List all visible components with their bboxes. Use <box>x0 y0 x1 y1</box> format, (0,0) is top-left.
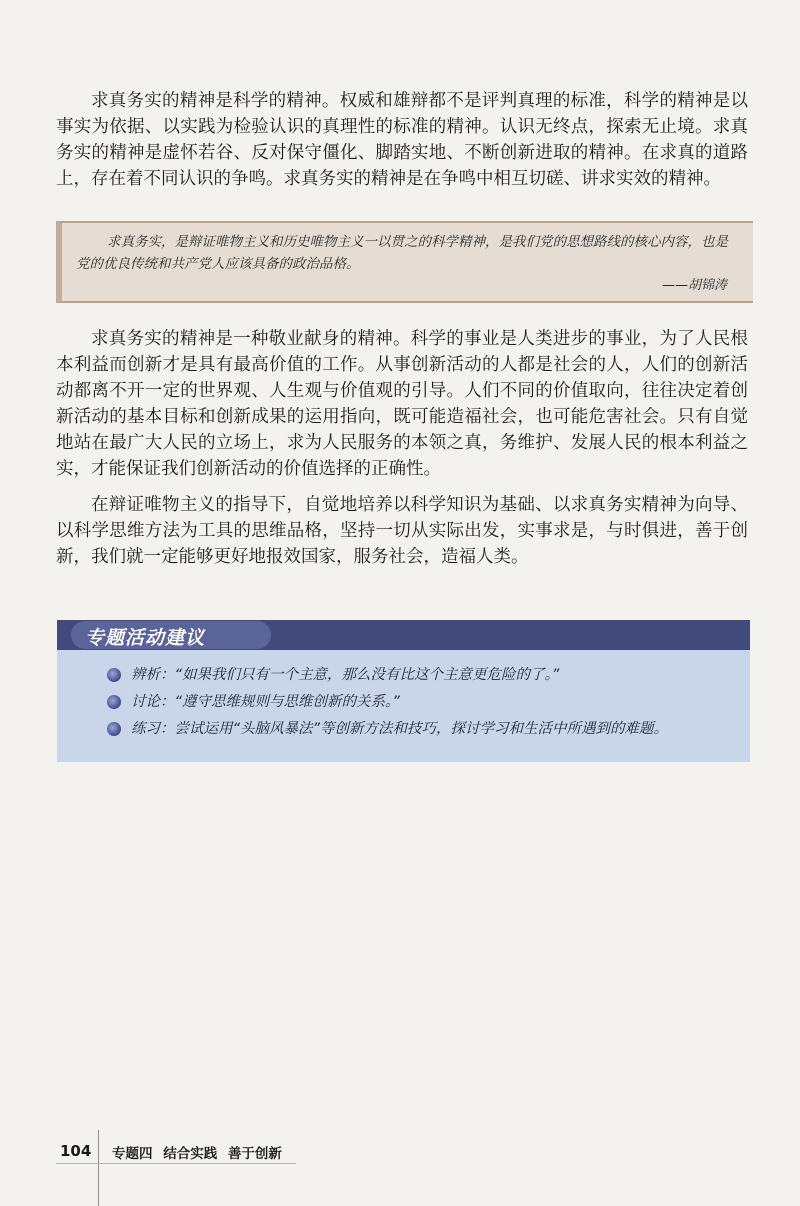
bullet-icon <box>107 695 121 709</box>
footer-divider-vertical <box>98 1130 99 1206</box>
activity-item <box>107 662 668 689</box>
activity-item <box>107 716 668 743</box>
activity-suggestions-panel <box>57 620 750 762</box>
activity-header <box>57 620 750 650</box>
activity-item-text: 讨论：“遵守思维规则与思维创新的关系。” <box>131 694 400 710</box>
quote-box <box>56 221 753 303</box>
body-paragraph-1: 求真务实的精神是科学的精神。权威和雄辩都不是评判真理的标准，科学的精神是以事实为依据、以实践为检验认识的真理性的标准的精神。认识无终点，探索无止境。求真务实的精神是虚怀若谷、反对保守僵化、脚踏实地、不断创新进取的精神。在求真的道路上，存在着不同认识的争鸣。求真务实的精神是在争鸣中相互切磋、讲求实效的精神。 <box>56 91 748 189</box>
bullet-icon <box>107 722 121 736</box>
activity-title: 专题活动建议 <box>85 627 206 649</box>
body-paragraph-3: 在辩证唯物主义的指导下，自觉地培养以科学知识为基础、以求真务实精神为向导、以科学思维方法为工具的思维品格，坚持一切从实际出发，实事求是，与时俱进，善于创新，我们就一定能够更好地报效国家，服务社会，造福人类。 <box>56 495 748 567</box>
activity-item-text: 练习：尝试运用“头脑风暴法”等创新方法和技巧，探讨学习和生活中所遇到的难题。 <box>131 721 669 737</box>
footer-chapter-title: 专题四 结合实践 善于创新 <box>112 1146 282 1162</box>
footer-divider-horizontal <box>56 1163 296 1164</box>
page-number: 104 <box>60 1142 92 1160</box>
body-paragraph-2: 求真务实的精神是一种敬业献身的精神。科学的事业是人类进步的事业，为了人民根本利益而创新才是具有最高价值的工作。从事创新活动的人都是社会的人，人们的创新活动都离不开一定的世界观、人生观与价值观的引导。人们不同的价值取向，往往决定着创新活动的基本目标和创新成果的运用指向，既可能造福社会，也可能危害社会。只有自觉地站在最广大人民的立场上，求为人民服务的本领之真，务维护、发展人民的根本利益之实，才能保证我们创新活动的价值选择的正确性。 <box>56 329 748 479</box>
activity-list <box>107 662 668 743</box>
quote-text: 求真务实，是辩证唯物主义和历史唯物主义一以贯之的科学精神，是我们党的思想路线的核心内容，也是党的优良传统和共产党人应该具备的政治品格。 <box>76 234 729 272</box>
bullet-icon <box>107 668 121 682</box>
quote-attribution: ——胡锦涛 <box>661 278 727 293</box>
activity-item <box>107 689 668 716</box>
activity-item-text: 辨析：“如果我们只有一个主意，那么没有比这个主意更危险的了。” <box>131 667 560 683</box>
